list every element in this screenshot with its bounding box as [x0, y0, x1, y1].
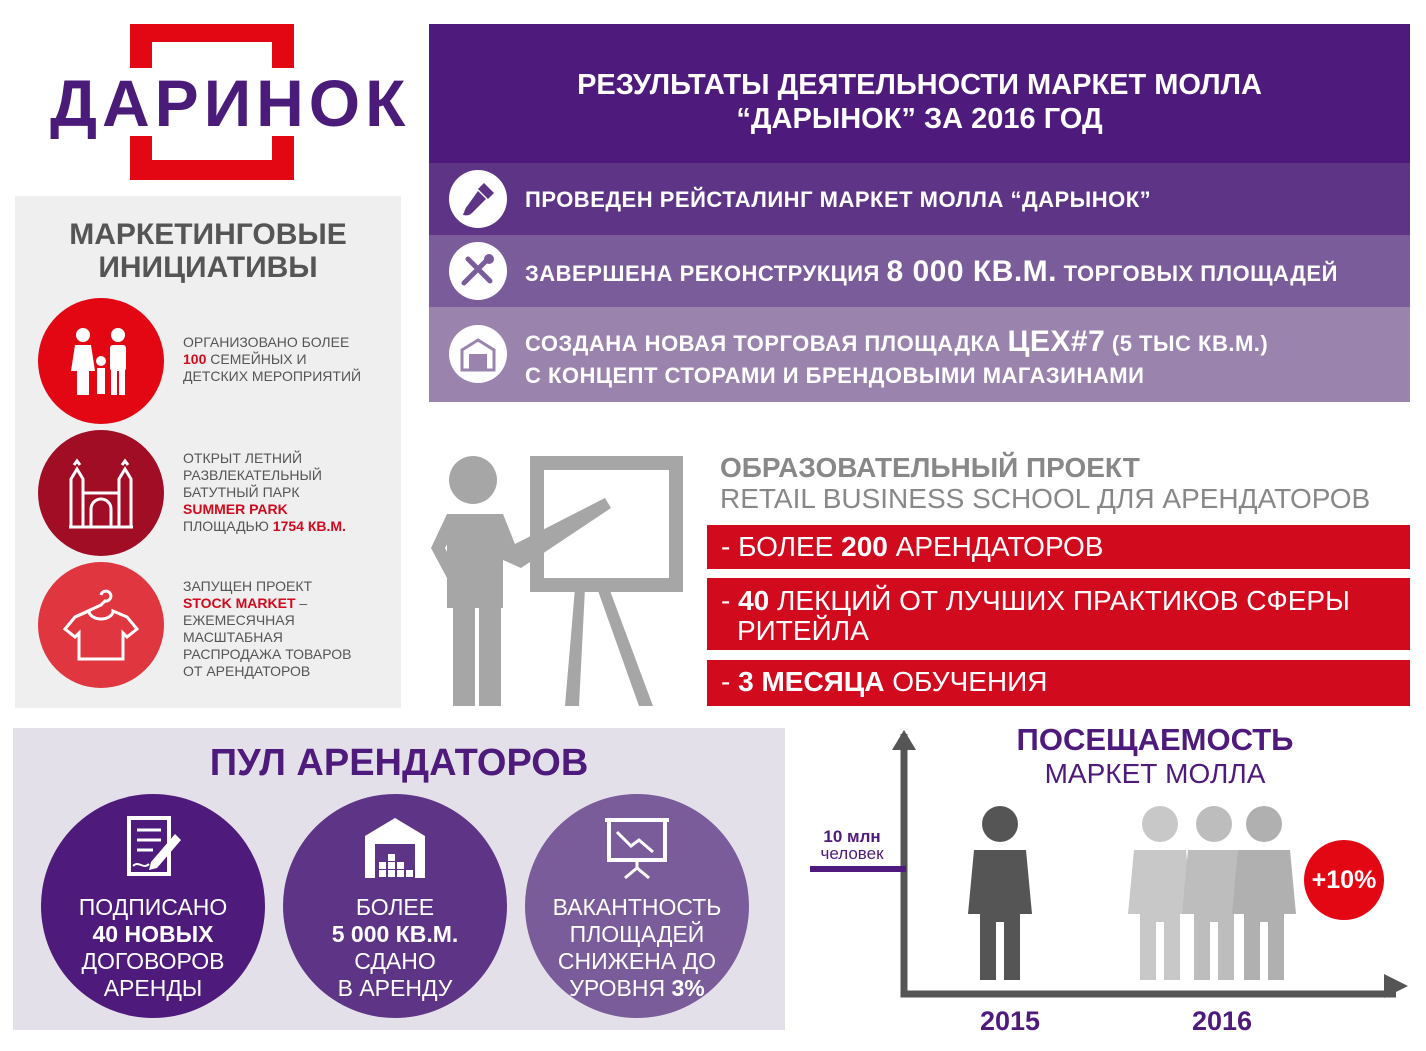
bar-text: ОБУЧЕНИЯ [884, 666, 1048, 697]
education-bar-lectures [707, 578, 1410, 650]
marketing-line: БАТУТНЫЙ ПАРК [183, 484, 300, 500]
marketing-line: ПЛОЩАДЬЮ [183, 518, 273, 534]
marketing-line: РАЗВЛЕКАТЕЛЬНЫЙ [183, 467, 322, 483]
family-icon [38, 298, 164, 424]
tools-icon [449, 242, 507, 300]
bar-text: ЛЕКЦИЙ ОТ ЛУЧШИХ ПРАКТИКОВ СФЕРЫ [769, 585, 1350, 616]
marketing-line: РАСПРОДАЖА ТОВАРОВ [183, 646, 352, 662]
shirt-hanger-icon [38, 562, 164, 688]
pool-text: СНИЖЕНА ДО [557, 948, 717, 974]
axis-unit: человек [820, 844, 884, 863]
education-title: ОБРАЗОВАТЕЛЬНЫЙ ПРОЕКТ [720, 452, 1140, 483]
warehouse-icon [449, 325, 507, 383]
bar-highlight: 200 [841, 531, 888, 562]
attendance-subtitle: МАРКЕТ МОЛЛА [1044, 758, 1266, 789]
result-highlight: ЦЕХ#7 [1007, 325, 1106, 358]
pool-highlight: 40 НОВЫХ [92, 921, 214, 947]
bar-text: РИТЕЙЛА [737, 615, 869, 646]
axis-value-label [812, 828, 892, 862]
pool-text: ВАКАНТНОСТЬ [552, 894, 722, 920]
marketing-line: ДЕТСКИХ МЕРОПРИЯТИЙ [183, 368, 362, 384]
result-highlight: 8 000 КВ.М. [886, 255, 1057, 288]
pool-circle-contracts [41, 794, 265, 1018]
education-bar-tenants [707, 525, 1410, 569]
results-title-line2: “ДАРЫНОК” ЗА 2016 ГОД [736, 103, 1103, 135]
marketing-line: ЕЖЕМЕСЯЧНАЯ [183, 612, 295, 628]
results-header [429, 24, 1410, 163]
pool-highlight: 5 000 КВ.М. [331, 921, 459, 947]
axis-value: 10 млн [823, 827, 881, 846]
teacher-presentation-icon [425, 448, 700, 710]
pool-highlight: 3% [671, 975, 705, 1001]
bar-text: АРЕНДАТОРОВ [887, 531, 1104, 562]
pool-text: УРОВНЯ [569, 975, 672, 1001]
marketing-item-family [183, 334, 393, 385]
pool-text: СДАНО [354, 948, 436, 974]
pool-text: В АРЕНДУ [337, 975, 453, 1001]
marketing-highlight: 100 [183, 351, 207, 367]
warehouse-icon [359, 812, 431, 884]
year-label-2016: 2016 [1191, 1006, 1253, 1036]
marketing-item-stock-market [183, 578, 393, 680]
bar-highlight: 3 МЕСЯЦА [738, 666, 885, 697]
logo [28, 18, 411, 188]
growth-badge: +10% [1304, 840, 1384, 920]
marketing-line: ЗАПУЩЕН ПРОЕКТ [183, 578, 313, 594]
marketing-highlight: 1754 КВ.М. [272, 518, 346, 534]
marketing-highlight: SUMMER PARK [183, 501, 288, 517]
result-text-line2: С КОНЦЕПТ СТОРАМИ И БРЕНДОВЫМИ МАГАЗИНАМИ [525, 363, 1145, 388]
marketing-line: ОРГАНИЗОВАНО БОЛЕЕ [183, 334, 350, 350]
pool-text: БОЛЕЕ [355, 894, 435, 920]
bar-text: - БОЛЕЕ [721, 531, 842, 562]
pool-circle-vacancy [525, 794, 749, 1018]
person-2015-icon [960, 804, 1040, 984]
marketing-line: ОТКРЫТ ЛЕТНИЙ [183, 450, 303, 466]
bar-text: - [721, 585, 739, 616]
marketing-line: – [295, 595, 308, 611]
result-text-pre: ЗАВЕРШЕНА РЕКОНСТРУКЦИЯ [525, 261, 887, 286]
marketing-line: СЕМЕЙНЫХ И [206, 351, 307, 367]
tenant-pool-panel [13, 728, 785, 1030]
results-title-line1: РЕЗУЛЬТАТЫ ДЕЯТЕЛЬНОСТИ МАРКЕТ МОЛЛА [577, 69, 1262, 101]
result-text-pre: СОЗДАНА НОВАЯ ТОРГОВАЯ ПЛОЩАДКА [525, 331, 1008, 356]
marketing-panel [15, 196, 401, 708]
result-row-reconstruction [429, 235, 1410, 307]
result-text-post: ТОРГОВЫХ ПЛОЩАДЕЙ [1056, 261, 1338, 286]
bar-highlight: 40 [738, 585, 770, 616]
result-row-new-site [429, 307, 1410, 402]
marketing-title-line1: МАРКЕТИНГОВЫЕ [69, 218, 347, 251]
pool-text: ПЛОЩАДЕЙ [569, 921, 705, 947]
marketing-title-line2: ИНИЦИАТИВЫ [98, 251, 318, 284]
result-row-restyling [429, 163, 1410, 235]
chart-board-icon [601, 812, 673, 884]
pool-circle-area [283, 794, 507, 1018]
bouncy-castle-icon [38, 430, 164, 556]
contract-sign-icon [117, 812, 189, 884]
result-text-post: (5 ТЫС КВ.М.) [1105, 331, 1269, 356]
bar-text: - [721, 666, 739, 697]
marketing-line: МАСШТАБНАЯ [183, 629, 283, 645]
education-bar-duration [707, 660, 1410, 706]
attendance-title: ПОСЕЩАЕМОСТЬ [1016, 722, 1294, 757]
marketing-line: ОТ АРЕНДАТОРОВ [183, 663, 311, 679]
pool-text: ДОГОВОРОВ [81, 948, 225, 974]
pool-text: АРЕНДЫ [103, 975, 203, 1001]
year-label-2015: 2015 [979, 1006, 1041, 1036]
education-subtitle: RETAIL BUSINESS SCHOOL ДЛЯ АРЕНДАТОРОВ [720, 483, 1371, 514]
education-heading [720, 452, 1370, 514]
pool-title: ПУЛ АРЕНДАТОРОВ [209, 742, 589, 784]
marketing-highlight: STOCK MARKET [183, 595, 296, 611]
pool-text: ПОДПИСАНО [78, 894, 228, 920]
logo-wordmark: ДАРИНОК [50, 66, 411, 140]
people-2016-icon [1124, 804, 1304, 984]
result-text: ПРОВЕДЕН РЕЙСТАЛИНГ МАРКЕТ МОЛЛА “ДАРЫНОК” [525, 187, 1152, 212]
marketing-item-summer-park [183, 450, 393, 535]
paint-brush-icon [449, 170, 507, 228]
